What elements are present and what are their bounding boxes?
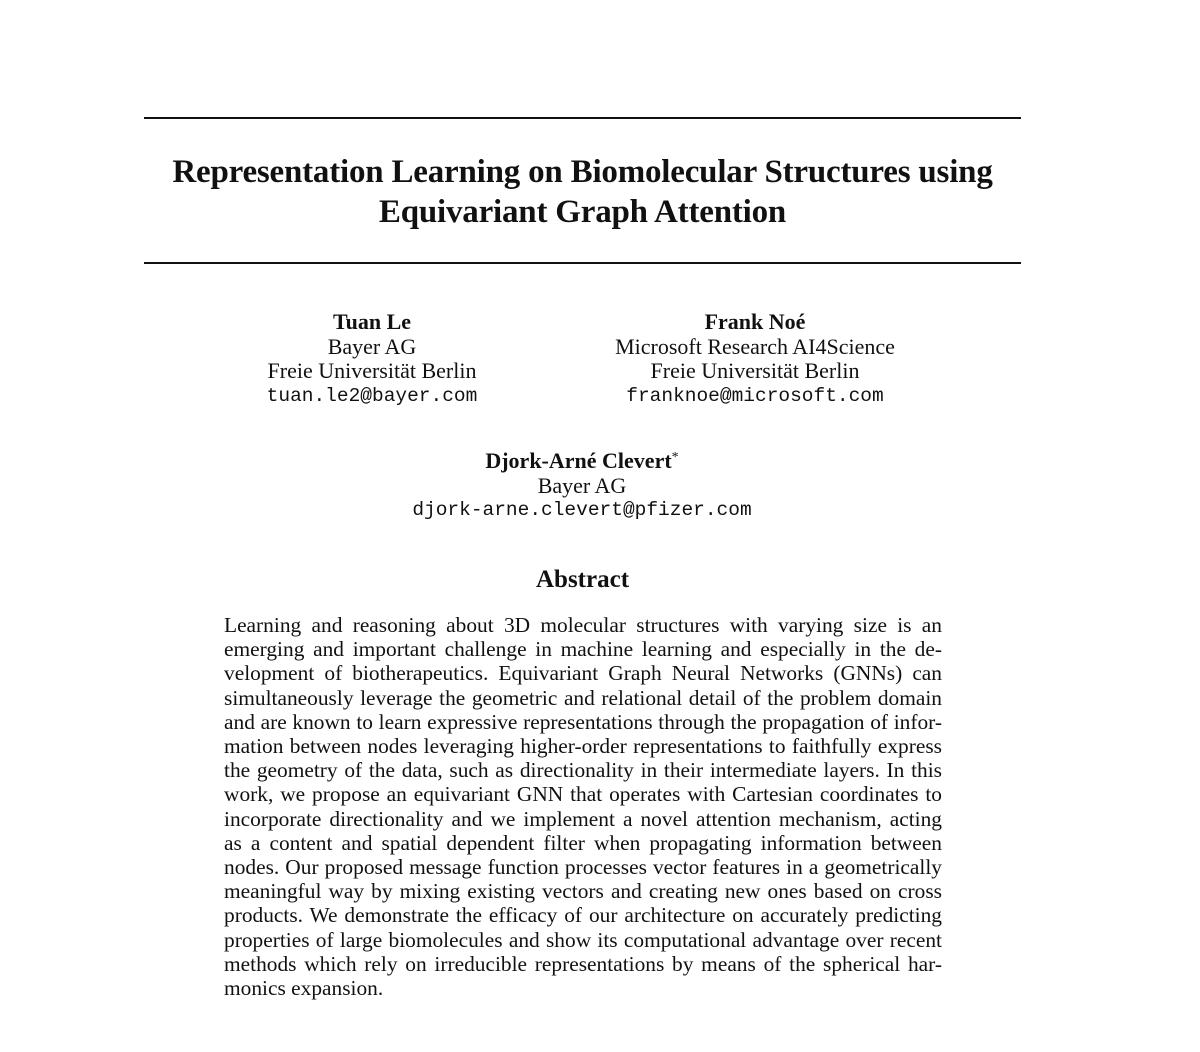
paper-title	[144, 152, 1021, 232]
abstract-line: monics expansion.	[224, 976, 384, 1001]
author-email[interactable]: tuan.le2@bayer.com	[266, 384, 478, 407]
abstract-line: products. We demonstrate the efficacy of our architecture on accurately predicting	[224, 903, 942, 928]
author-block-frank-noe	[590, 310, 920, 408]
abstract-line: simultaneously leverage the geometric and relational detail of the problem domain	[224, 685, 942, 710]
title-line: Equivariant Graph Attention	[378, 194, 787, 230]
author-block-djork-arne-clevert	[382, 446, 782, 523]
author-affiliation: Freie Universität Berlin	[267, 358, 477, 383]
abstract-line: the geometry of the data, such as directionality in their intermediate layers. In this	[224, 758, 942, 783]
abstract-line: mation between nodes leveraging higher-order representations to faithfully express	[224, 734, 942, 759]
author-block-tuan-le	[222, 310, 522, 408]
title-top-rule	[144, 117, 1021, 119]
abstract-body	[224, 613, 942, 1000]
author-name-line	[382, 446, 782, 474]
abstract-line: properties of large biomolecules and show its computational advantage over recent	[224, 927, 942, 952]
abstract-line: methods which rely on irreducible representations by means of the spherical har-	[224, 951, 942, 976]
abstract-line: nodes. Our proposed message function processes vector features in a geometrically	[224, 855, 942, 880]
footnote-mark: *	[671, 450, 679, 465]
abstract-line: velopment of biotherapeutics. Equivariant Graph Neural Networks (GNNs) can	[224, 661, 942, 686]
author-affiliation: Bayer AG	[327, 333, 417, 359]
author-name: Djork-Arné Clevert	[485, 448, 672, 473]
abstract-line: meaningful way by mixing existing vectors and creating new ones based on cross	[224, 879, 942, 904]
author-affiliation: Microsoft Research AI4Science	[615, 333, 895, 359]
abstract-line: incorporate directionality and we implement a novel attention mechanism, acting	[224, 806, 942, 831]
title-bottom-rule	[144, 262, 1021, 264]
abstract-line: emerging and important challenge in machine learning and especially in the de-	[224, 637, 942, 662]
abstract-line: work, we propose an equivariant GNN that operates with Cartesian coordinates to	[224, 782, 942, 807]
abstract-heading: Abstract	[535, 566, 630, 593]
title-line: Representation Learning on Biomolecular Structures using	[172, 154, 993, 190]
abstract-line: as a content and spatial dependent filter when propagating information between	[224, 830, 942, 855]
author-name: Frank Noé	[704, 309, 806, 334]
author-affiliation: Freie Universität Berlin	[650, 358, 860, 383]
author-name: Tuan Le	[332, 309, 412, 334]
abstract-line: Learning and reasoning about 3D molecular structures with varying size is an	[224, 613, 942, 637]
author-affiliation: Bayer AG	[537, 472, 627, 498]
abstract-line: and are known to learn expressive representations through the propagation of infor-	[224, 709, 942, 734]
author-email[interactable]: djork-arne.clevert@pfizer.com	[412, 499, 752, 521]
author-email[interactable]: franknoe@microsoft.com	[626, 384, 884, 407]
